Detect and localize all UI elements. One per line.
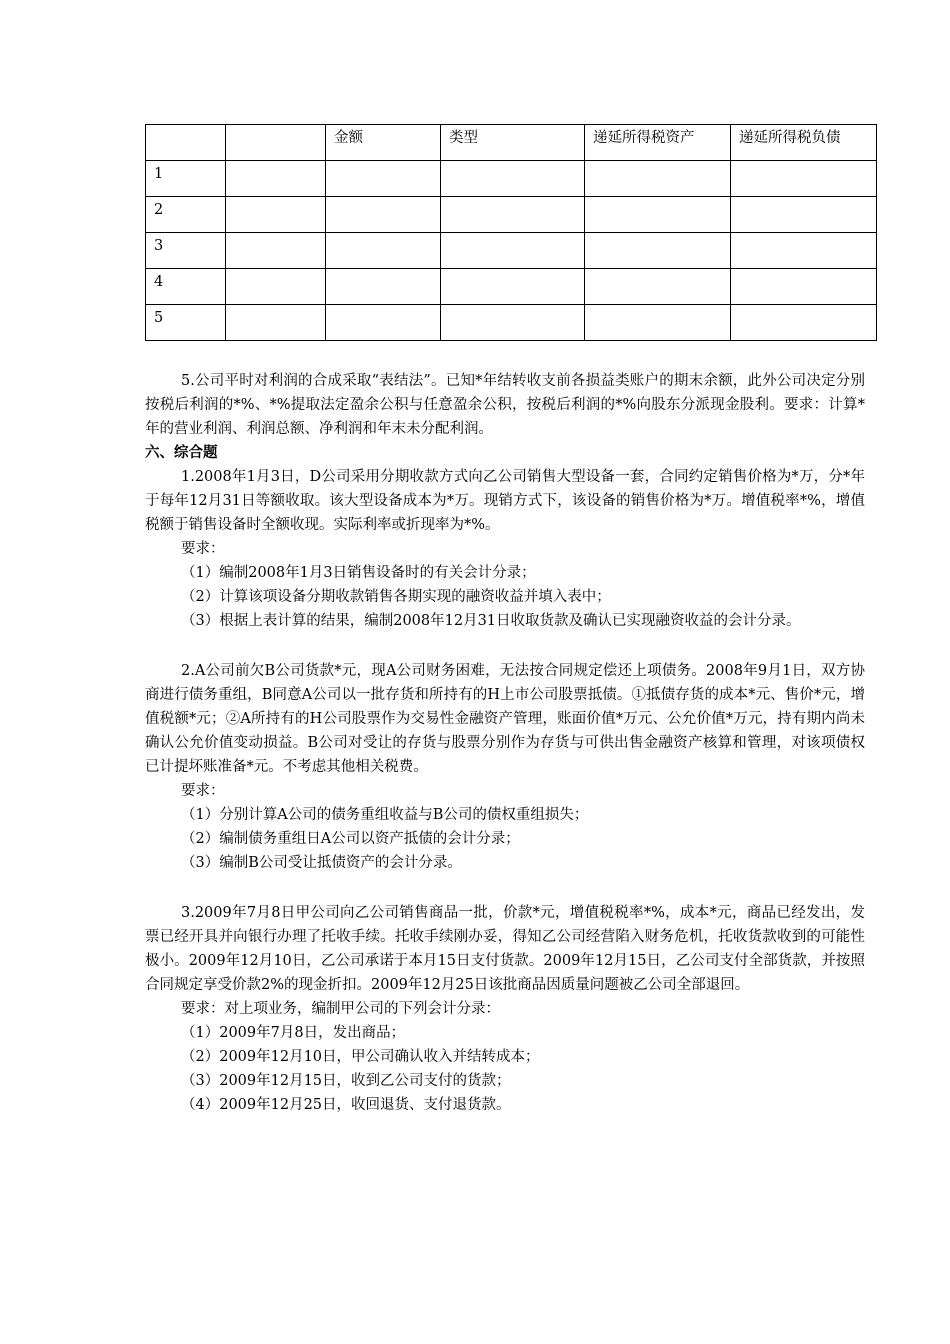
table-cell xyxy=(441,233,585,269)
problem-1-req-2: （2）计算该项设备分期收款销售各期实现的融资收益并填入表中； xyxy=(181,589,611,605)
problem-2-text: 2.A公司前欠B公司货款*元，现A公司财务困难，无法按合同规定偿还上项债务。2008年9月1日，双方协商进行债务重组，B同意A公司以一批存货和所持有的H上市公司股票抵债。①抵债存货的成本*元、售价*元，增值税额*元；②A所持有的H公司股票作为交易性金融资产管理，账面价值*万元、公允价值*万元，持有期内尚未确认公允价值变动损益。B公司对受让的存货与股票分别作为存货与可供出售金融资产核算和管理，对该项债权已计提坏账准备*元。不考虑其他相关税费。 xyxy=(145,663,866,775)
row-number: 4 xyxy=(146,269,226,305)
section-heading: 六、综合题 xyxy=(145,445,218,461)
header-cell xyxy=(146,125,226,161)
table-cell xyxy=(326,233,441,269)
header-cell-dtl: 递延所得税负债 xyxy=(731,125,877,161)
problem-3-req-4: （4）2009年12月25日，收回退货、支付退货款。 xyxy=(181,1097,511,1113)
header-cell-amount: 金额 xyxy=(326,125,441,161)
table-cell xyxy=(226,197,326,233)
table-cell xyxy=(226,269,326,305)
table-cell xyxy=(585,305,731,341)
problem-1-text: 1.2008年1月3日，D公司采用分期收款方式向乙公司销售大型设备一套，合同约定销售价格为*万，分*年于每年12月31日等额收取。该大型设备成本为*万。现销方式下，该设备的销售价格为*万。增值税率*%，增值税额于销售设备时全额收现。实际利率或折现率为*%。 xyxy=(145,469,865,533)
header-cell-type: 类型 xyxy=(441,125,585,161)
row-number: 3 xyxy=(146,233,226,269)
table-row xyxy=(146,161,877,197)
table-cell xyxy=(226,233,326,269)
row-number: 1 xyxy=(146,161,226,197)
table-cell xyxy=(326,305,441,341)
problem-1-req-3: （3）根据上表计算的结果，编制2008年12月31日收取货款及确认已实现融资收益的会计分录。 xyxy=(181,613,801,629)
table-cell xyxy=(226,161,326,197)
problem-3-text: 3.2009年7月8日甲公司向乙公司销售商品一批，价款*元，增值税税率*%，成本*元，商品已经发出，发票已经开具并向银行办理了托收手续。托收手续刚办妥，得知乙公司经营陷入财务危机，托收货款收到的可能性极小。2009年12月10日，乙公司承诺于本月15日支付货款。2009年12月15日，乙公司支付全部货款，并按照合同规定享受价款2%的现金折扣。2009年12月25日该批商品因质量问题被乙公司全部退回。 xyxy=(145,905,865,993)
table-cell xyxy=(441,161,585,197)
table-row xyxy=(146,197,877,233)
table-row xyxy=(146,305,877,341)
table-cell xyxy=(731,305,877,341)
table-cell xyxy=(441,197,585,233)
table-cell xyxy=(441,269,585,305)
question-5: 5.公司平时对利润的合成采取“表结法”。已知*年结转收支前各损益类账户的期末余额，此外公司决定分别按税后利润的*%、*%提取法定盈余公积与任意盈余公积，按税后利润的*%向股东分派现金股利。要求：计算*年的营业利润、利润总额、净利润和年末未分配利润。 xyxy=(145,373,865,437)
header-cell-dta: 递延所得税资产 xyxy=(585,125,731,161)
table-cell xyxy=(585,197,731,233)
table-cell xyxy=(585,269,731,305)
table-cell xyxy=(731,269,877,305)
tax-table xyxy=(145,124,877,341)
problem-2-req-2: （2）编制债务重组日A公司以资产抵债的会计分录； xyxy=(181,831,520,847)
table-header-row xyxy=(146,125,877,161)
problem-2-req-3: （3）编制B公司受让抵债资产的会计分录。 xyxy=(181,855,462,871)
problem-2-req-1: （1）分别计算A公司的债务重组收益与B公司的债权重组损失； xyxy=(181,807,589,823)
table-cell xyxy=(326,161,441,197)
table-cell xyxy=(326,269,441,305)
table-cell xyxy=(731,233,877,269)
table-cell xyxy=(441,305,585,341)
problem-3-req-1: （1）2009年7月8日，发出商品； xyxy=(181,1025,406,1041)
problem-2-requirements-label: 要求： xyxy=(181,783,225,799)
problem-1-requirements-label: 要求： xyxy=(181,541,225,557)
table-row xyxy=(146,269,877,305)
header-cell xyxy=(226,125,326,161)
problem-3-req-2: （2）2009年12月10日，甲公司确认收入并结转成本； xyxy=(181,1049,540,1065)
table-row xyxy=(146,233,877,269)
problem-3-req-3: （3）2009年12月15日，收到乙公司支付的货款； xyxy=(181,1073,511,1089)
table-cell xyxy=(731,161,877,197)
row-number: 2 xyxy=(146,197,226,233)
document-body xyxy=(145,369,865,1117)
table-cell xyxy=(585,161,731,197)
row-number: 5 xyxy=(146,305,226,341)
table-cell xyxy=(326,197,441,233)
problem-1-req-1: （1）编制2008年1月3日销售设备时的有关会计分录； xyxy=(181,565,536,581)
table-cell xyxy=(226,305,326,341)
problem-3-requirements-label: 要求：对上项业务，编制甲公司的下列会计分录： xyxy=(181,1001,500,1017)
table-cell xyxy=(585,233,731,269)
table-cell xyxy=(731,197,877,233)
